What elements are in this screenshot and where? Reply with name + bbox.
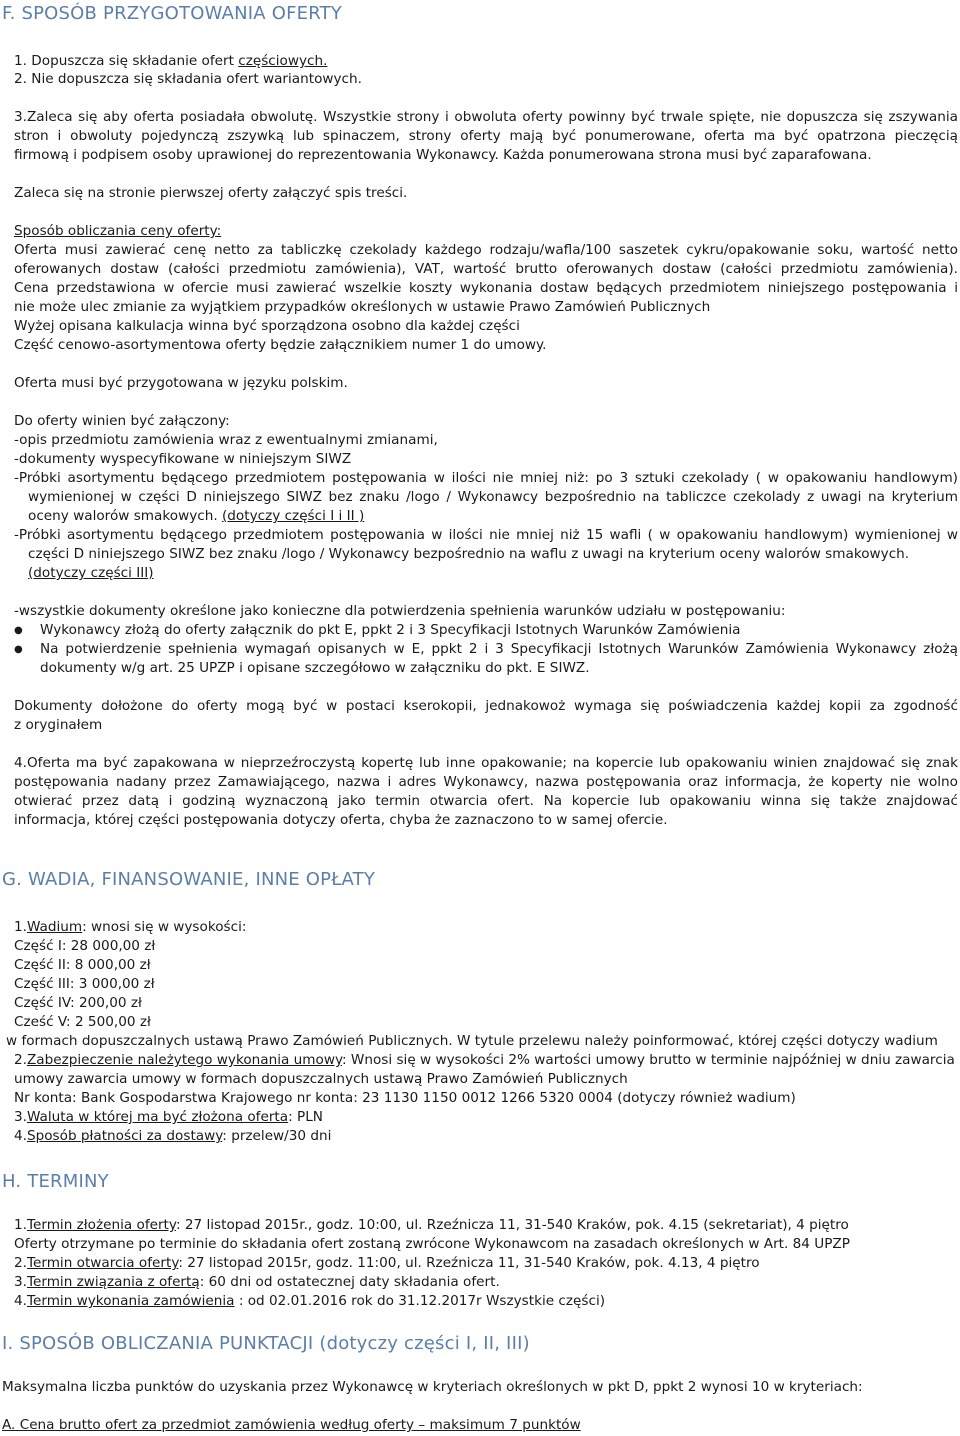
zal-line: -opis przedmiotu zamówienia wraz z ewentualnymi zmianami, bbox=[14, 432, 438, 448]
bullet-item: Na potwierdzenie spełnienia wymagań opisanych w E, ppkt 2 i 3 Specyfikacji Istotnych Warunków Zamówienia Wykonawcy złożą bbox=[40, 641, 958, 657]
konto-line: Nr konta: Bank Gospodarstwa Krajowego nr konta: 23 1130 1150 0012 1266 5320 0004 (dotyczy również wadium) bbox=[14, 1090, 796, 1106]
bullet-icon: ● bbox=[14, 644, 23, 655]
zal-line: -dokumenty wyspecyfikowane w niniejszym SIWZ bbox=[14, 451, 352, 467]
zal-line: wymienionej w części D niniejszego SIWZ bez znaku /logo / Wykonawcy bezpośrednio na tabliczce czekolady z uwagi na kryterium bbox=[28, 489, 958, 505]
h-termin-1: 1.Termin złożenia oferty: 27 listopad 2015r., godz. 10:00, ul. Rzeźnicza 11, 31-540 Kraków, pok. 4.15 (sekretariat), 4 piętro bbox=[14, 1217, 849, 1233]
wadium-part: Część III: 3 000,00 zł bbox=[14, 976, 155, 992]
wadium-formy: w formach dopuszczalnych ustawą Prawo Zamówień Publicznych. W tytule przelewu należy poinformować, której części dotyczy wadium bbox=[6, 1033, 938, 1049]
zal-line: części D niniejszego SIWZ bez znaku /logo / Wykonawcy bezpośrednio na waflu z uwagi na kryterium oceny walorów smakowych. bbox=[28, 546, 910, 562]
cena-heading: Sposób obliczania ceny oferty: bbox=[14, 223, 222, 239]
bullet-item: Wykonawcy złożą do oferty załącznik do pkt E, ppkt 2 i 3 Specyfikacji Istotnych Warunków Zamówienia bbox=[40, 622, 741, 638]
f-item-3-line: stron i obwoluty pojedynczą zszywką lub spinaczem, strony oferty mają być ponumerowane, oferta ma być opatrzona pieczęcią bbox=[14, 128, 958, 144]
cena-line: oferowanych dostaw (całości przedmiotu zamówienia), VAT, wartość brutto oferowanych dostaw (całości przedmiotu zamówienia). bbox=[14, 261, 958, 277]
zal-line: Do oferty winien być załączony: bbox=[14, 413, 230, 429]
bullet-icon: ● bbox=[14, 625, 23, 636]
p4-line: informacja, której części postępowania dotyczy oferta, chyba że zaznaczono to w samej ofercie. bbox=[14, 812, 668, 828]
zal-line: -Próbki asortymentu będącego przedmiotem postępowania w ilości nie mniej niż: po 3 sztuki czekolady ( w opakowaniu handlowym) bbox=[14, 470, 958, 486]
p4-line: 4.Oferta ma być zapakowana w nieprzeźroczystą kopertę lub inne opakowanie; na kopercie lub opakowaniu winien znajdować się znak bbox=[14, 755, 958, 771]
g-waluta: 3.Waluta w której ma być złożona oferta: PLN bbox=[14, 1109, 323, 1125]
p4-line: postępowania nadany przez Zamawiającego, nazwa i adres Wykonawcy, nazwa postępowania oraz informacja, że koperty nie wolno bbox=[14, 774, 958, 790]
wadium-part: Część IV: 200,00 zł bbox=[14, 995, 142, 1011]
zal-line: -Próbki asortymentu będącego przedmiotem postępowania w ilości nie mniej niż 15 wafli ( w opakowaniu handlowym) wymienionej w bbox=[14, 527, 958, 543]
zal-dotyczy-3: (dotyczy części III) bbox=[28, 565, 154, 581]
section-h-title: H. TERMINY bbox=[2, 1171, 109, 1192]
section-i-title: I. SPOSÓB OBLICZANIA PUNKTACJI (dotyczy części I, II, III) bbox=[2, 1333, 530, 1354]
kopie-line: Dokumenty dołożone do oferty mogą być w postaci kserokopii, jednakowoż wymaga się poświadczenia każdej kopii za zgodność bbox=[14, 698, 958, 714]
section-g-title: G. WADIA, FINANSOWANIE, INNE OPŁATY bbox=[2, 869, 376, 890]
h-termin-1b: Oferty otrzymane po terminie do składania ofert zostaną zwrócone Wykonawcom na zasadach określonych w Art. 84 UPZP bbox=[14, 1236, 850, 1252]
i-a: A. Cena brutto ofert za przedmiot zamówienia według oferty – maksimum 7 punktów bbox=[2, 1417, 581, 1433]
zal-line-oceny: oceny walorów smakowych. (dotyczy części I i II ) bbox=[28, 508, 365, 524]
g-platnosc: 4.Sposób płatności za dostawy: przelew/30 dni bbox=[14, 1128, 332, 1144]
bullet-item: dokumenty w/g art. 25 UPZP i opisane szczegółowo w załączniku do pkt. E SIWZ. bbox=[40, 660, 590, 676]
cena-line: Wyżej opisana kalkulacja winna być sporządzona osobno dla każdej części bbox=[14, 318, 520, 334]
cena-line: Cena przedstawiona w ofercie musi zawierać wszelkie koszty wykonania dostaw będących przedmiotem niniejszego postępowania i bbox=[14, 280, 958, 296]
f-item-1: 1. Dopuszcza się składanie ofert częściowych. bbox=[14, 53, 328, 69]
f-spis: Zaleca się na stronie pierwszej oferty załączyć spis treści. bbox=[14, 185, 408, 201]
h-termin-2: 2.Termin otwarcia oferty: 27 listopad 2015r, godz. 11:00, ul. Rzeźnicza 11, 31-540 Kraków, pok. 4.13, 4 piętro bbox=[14, 1255, 760, 1271]
cena-line: Część cenowo-asortymentowa oferty będzie załącznikiem numer 1 do umowy. bbox=[14, 337, 547, 353]
f-item-3-line: 3.Zaleca się aby oferta posiadała obwolutę. Wszystkie strony i obwoluta oferty powinny być trwale spięte, nie dopuszcza się zszywania bbox=[14, 109, 958, 125]
i-max: Maksymalna liczba punktów do uzyskania przez Wykonawcę w kryteriach określonych w pkt D, ppkt 2 wynosi 10 w kryteriach: bbox=[2, 1379, 863, 1395]
wadium-part: Część II: 8 000,00 zł bbox=[14, 957, 151, 973]
kopie-line: z oryginałem bbox=[14, 717, 103, 733]
f-item-3-line: firmową i podpisem osoby uprawionej do reprezentowania Wykonawcy. Każda ponumerowana strona musi być zaparafowana. bbox=[14, 147, 872, 163]
h-termin-3: 3.Termin związania z ofertą: 60 dni od ostatecznej daty składania ofert. bbox=[14, 1274, 500, 1290]
p4-line: otwierać przez datą i godziną wyznaczoną jako termin otwarcia ofert. Na kopercie lub opakowaniu winna się także znajdować bbox=[14, 793, 958, 809]
cena-line: Oferta musi zawierać cenę netto za tabliczkę czekolady każdego rodzaju/wafla/100 saszetek cykru/opakowanie soku, wartość netto bbox=[14, 242, 958, 258]
jezyk-line: Oferta musi być przygotowana w języku polskim. bbox=[14, 375, 348, 391]
section-f-title: F. SPOSÓB PRZYGOTOWANIA OFERTY bbox=[2, 3, 343, 24]
cena-line: nie może ulec zmianie za wyjątkiem przypadków określonych w ustawie Prawo Zamówień Publicznych bbox=[14, 299, 711, 315]
zab-line: umowy zawarcia umowy w formach dopuszczalnych ustawą Prawo Zamówień Publicznych bbox=[14, 1071, 628, 1087]
g-wadium: 1.Wadium: wnosi się w wysokości: bbox=[14, 919, 247, 935]
f-item-2: 2. Nie dopuszcza się składania ofert wariantowych. bbox=[14, 71, 362, 87]
dok-line: -wszystkie dokumenty określone jako konieczne dla potwierdzenia spełnienia warunków udziału w postępowaniu: bbox=[14, 603, 786, 619]
h-termin-4: 4.Termin wykonania zamówienia : od 02.01.2016 rok do 31.12.2017r Wszystkie części) bbox=[14, 1293, 606, 1309]
wadium-part: Cześć V: 2 500,00 zł bbox=[14, 1014, 151, 1030]
wadium-part: Część I: 28 000,00 zł bbox=[14, 938, 156, 954]
g-zabezpieczenie: 2.Zabezpieczenie należytego wykonania umowy: Wnosi się w wysokości 2% wartości umowy brutto w terminie najpóźniej w dniu zawarcia bbox=[14, 1052, 955, 1068]
